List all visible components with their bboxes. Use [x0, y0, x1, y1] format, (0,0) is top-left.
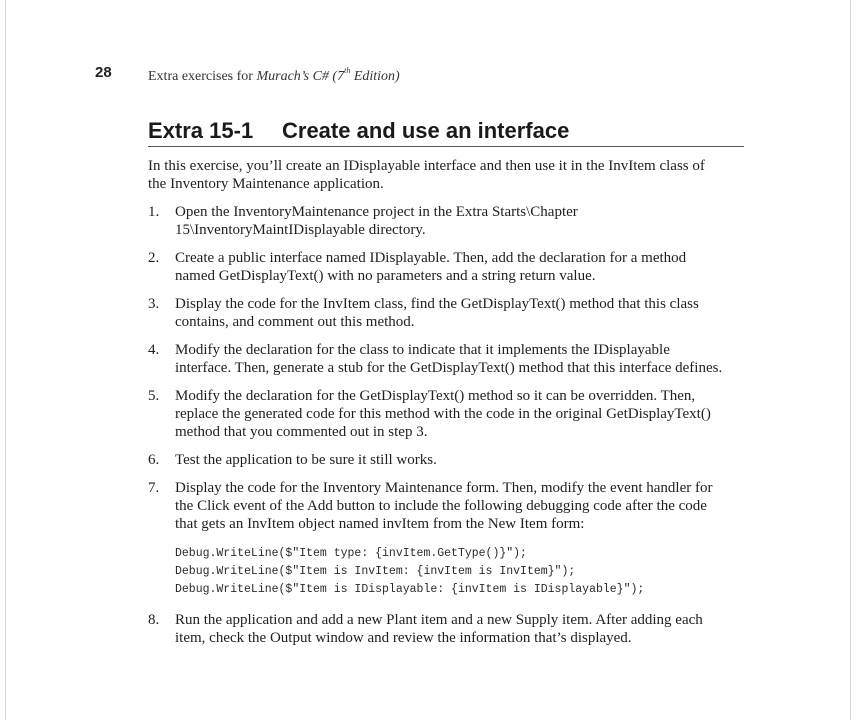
step-text: Test the application to be sure it still works. — [175, 452, 437, 468]
step-item — [148, 479, 723, 599]
step-number: 6. — [148, 452, 160, 468]
book-title: Murach’s C# (7 — [256, 69, 345, 84]
exercise-title — [148, 118, 744, 147]
step-number: 1. — [148, 204, 160, 220]
edition-suffix: Edition) — [350, 69, 400, 84]
intro-paragraph: In this exercise, you’ll create an IDisplayable interface and then use it in the InvItem class of the Inventory Maintenance application. — [148, 158, 705, 192]
exercise-title-text: Create and use an interface — [282, 118, 570, 143]
step-text: Modify the declaration for the class to indicate that it implements the IDisplayable interface. Then, generate a stub for the GetDisplayText() method that this interface defines. — [175, 342, 723, 376]
exercise-number: Extra 15-1 — [148, 118, 254, 143]
step-number: 3. — [148, 296, 160, 312]
document-page — [5, 0, 851, 720]
page-header — [6, 64, 850, 88]
code-line: Debug.WriteLine($"Item is InvItem: {invItem is InvItem}"); — [175, 565, 576, 578]
edition-superscript: th — [344, 66, 351, 75]
step-number: 8. — [148, 612, 160, 628]
step-item — [148, 203, 723, 239]
step-number: 7. — [148, 480, 160, 496]
code-block — [175, 545, 723, 599]
running-head-prefix: Extra exercises for — [148, 69, 257, 84]
step-number: 2. — [148, 250, 160, 266]
step-item — [148, 341, 723, 377]
running-head — [148, 66, 400, 85]
steps-list — [148, 203, 723, 647]
exercise-body — [148, 157, 723, 657]
step-item — [148, 451, 723, 469]
code-line: Debug.WriteLine($"Item type: {invItem.GetType()}"); — [175, 547, 527, 560]
step-text: Modify the declaration for the GetDisplayText() method so it can be overridden. Then, replace the generated code for this method with the code in the original GetDisplayText() method that you commented out in step 3. — [175, 388, 711, 440]
step-text: Run the application and add a new Plant item and a new Supply item. After adding each item, check the Output window and review the information that’s displayed. — [175, 612, 703, 646]
step-item — [148, 387, 723, 441]
step-text: Open the InventoryMaintenance project in the Extra Starts\Chapter 15\InventoryMaintIDisplayable directory. — [175, 204, 578, 238]
code-line: Debug.WriteLine($"Item is IDisplayable: {invItem is IDisplayable}"); — [175, 583, 645, 596]
step-text: Display the code for the Inventory Maintenance form. Then, modify the event handler for the Click event of the Add button to include the following debugging code after the code that gets an InvItem object named invItem from the New Item form: — [175, 480, 713, 532]
step-number: 4. — [148, 342, 160, 358]
step-text: Create a public interface named IDisplayable. Then, add the declaration for a method named GetDisplayText() with no parameters and a string return value. — [175, 250, 687, 284]
step-item — [148, 295, 723, 331]
step-item — [148, 611, 723, 647]
page-number: 28 — [95, 64, 112, 81]
step-text: Display the code for the InvItem class, find the GetDisplayText() method that this class contains, and comment out this method. — [175, 296, 699, 330]
step-item — [148, 249, 723, 285]
step-number: 5. — [148, 388, 160, 404]
